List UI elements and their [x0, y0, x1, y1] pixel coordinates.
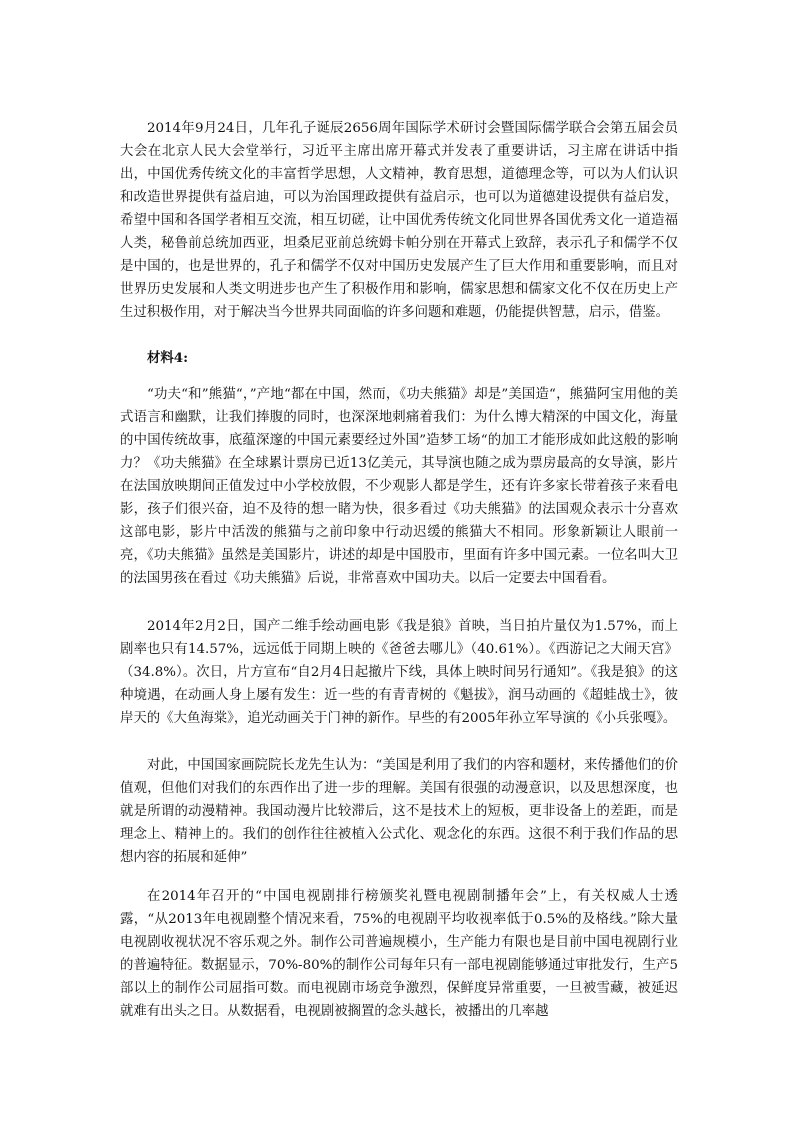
- paragraph-academy-president-view: 对此，中国国家画院院长龙先生认为：“美国是利用了我们的内容和题材，来传播他们的价值观，但他们对我们的东西作出了进一步的理解。美国有很强的动漫意识，以及思想深度，也就是所谓的动漫精神。我国动漫片比较滞后，这不是技术上的短板，更非设备上的差距，而是理念上、精神上的。我们的创作往往被植入公式化、观念化的东西。这很不利于我们作品的思想内容的拓展和延伸”: [120, 758, 678, 865]
- material-4-heading: 材料4:: [147, 350, 189, 366]
- paragraph-tv-drama-statistics: 在2014年召开的“中国电视剧排行榜颁奖礼暨电视剧制播年会”上，有关权威人士透露，“从2013年电视剧整个情况来看，75%的电视剧平均收视率低于0.5%的及格线。”除大量电视剧收视状况不容乐观之外。制作公司普遍规模小，生产能力有限也是目前中国电视剧行业的普遍特征。数据显示，70%-80%的制作公司每年只有一部电视剧能够通过审批发行，生产5部以上的制作公司屈指可数。而电视剧市场竞争激烈，保鲜度异常重要，一旦被雪藏，被延迟就难有出头之日。从数据看，电视剧被搁置的念头越长，被播出的几率越: [120, 889, 678, 1019]
- paragraph-confucius-conference: 2014年9月24日，几年孔子诞辰2656周年国际学术研讨会暨国际儒学联合会第五届会员大会在北京人民大会堂举行，习近平主席出席开幕式并发表了重要讲话，习主席在讲话中指出，中国优秀传统文化的丰富哲学思想，人文精神，教育思想，道德理念等，可以为人们认识和改造世界提供有益启迪，可以为治国理政提供有益启示，也可以为道德建设提供有益启发，希望中国和各国学者相互交流，相互切磋，让中国优秀传统文化同世界各国优秀文化一道造福人类，秘鲁前总统加西亚，坦桑尼亚前总统姆卡帕分别在开幕式上致辞，表示孔子和儒学不仅是中国的，也是世界的，孔子和儒学不仅对中国历史发展产生了巨大作用和重要影响，而且对世界历史发展和人类文明进步也产生了积极作用和影响，儒家思想和儒家文化不仅在历史上产生过积极作用，对于解决当今世界共同面临的许多问题和难题，仍能提供智慧，启示，借鉴。: [120, 121, 678, 320]
- paragraph-i-am-wolf: 2014年2月2日，国产二维手绘动画电影《我是狼》首映，当日拍片量仅为1.57%，而上剧率也只有14.57%，远远低于同期上映的《爸爸去哪儿》（40.61%）。《西游记之大闹天宫》（34.8%）。次日，片方宣布“自2月4日起撤片下线，具体上映时间另行通知”。《我是狼》的这种境遇，在动画人身上屡有发生：近一些的有青青树的《魁拔》，润马动画的《超蛙战士》，彼岸天的《大鱼海棠》，追光动画关于门神的新作。早些的有2005年孙立军导演的《小兵张嘎》。: [120, 619, 678, 726]
- paragraph-kung-fu-panda: “功夫“和”熊猫“，”产地“都在中国，然而，《功夫熊猫》却是”美国造“，熊猫阿宝用他的美式语言和幽默，让我们捧腹的同时，也深深地刺痛着我们：为什么博大精深的中国文化，海量的中国传统故事，底蕴深邃的中国元素要经过外国”造梦工场“的加工才能形成如此这般的影响力？《功夫熊猫》在全球累计票房已近13亿美元，其导演也随之成为票房最高的女导演，影片在法国放映期间正值发过中小学校放假，不少观影人都是学生，还有许多家长带着孩子来看电影，孩子们很兴奋，迫不及待的想一睹为快，很多看过《功夫熊猫》的法国观众表示十分喜欢这部电影，影片中活泼的熊猫与之前印象中行动迟缓的熊猫大不相同。形象新颖让人眼前一亮，《功夫熊猫》虽然是美国影片，讲述的却是中国股市，里面有许多中国元素。一位名叫大卫的法国男孩在看过《功夫熊猫》后说，非常喜欢中国功夫。以后一定要去中国看看。: [120, 387, 678, 586]
